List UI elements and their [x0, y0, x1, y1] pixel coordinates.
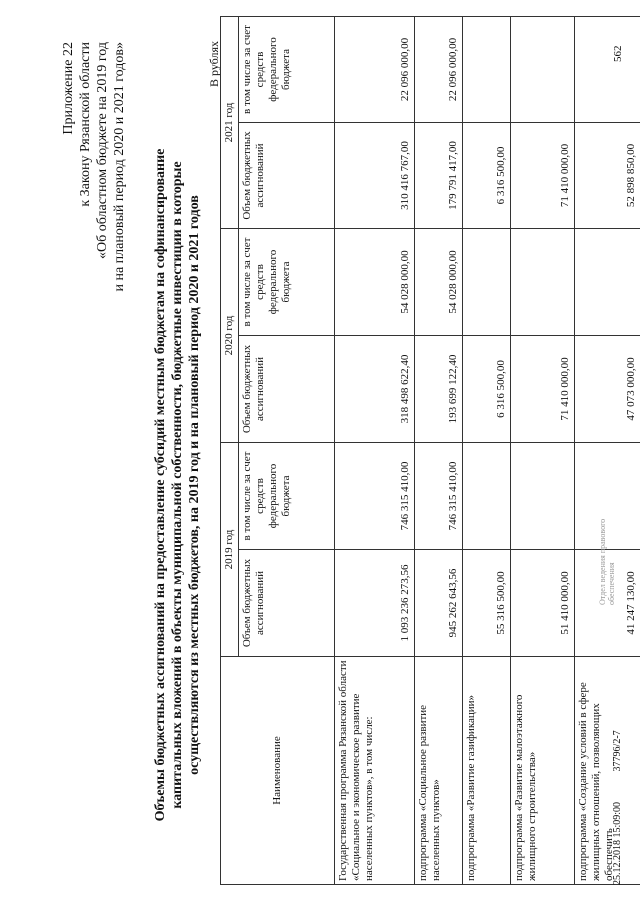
value-2019: 51 410 000,00 — [511, 550, 575, 657]
federal-2020: 54 028 000,00 — [415, 229, 463, 336]
document-title — [152, 105, 203, 865]
federal-2021 — [575, 17, 640, 123]
title-line: капитальных вложений в объекты муниципальной собственности, бюджетные инвестиции в которые — [170, 161, 185, 809]
table-row — [415, 17, 463, 885]
footer-code: 37796/2-7 — [612, 730, 623, 772]
value-2020: 318 498 622,40 — [335, 336, 415, 443]
federal-2020 — [511, 229, 575, 336]
federal-2021 — [511, 17, 575, 123]
value-2020: 6 316 500,00 — [463, 336, 511, 443]
federal-2019: 746 315 410,00 — [415, 443, 463, 550]
appendix-line: «Об областном бюджете на 2019 год — [95, 42, 110, 259]
footer-datetime: 25.12.2018 15:09:00 — [612, 801, 623, 885]
header-volume: Объем бюджетных ассигнований — [239, 123, 335, 229]
appendix-line: Приложение 22 — [61, 42, 76, 135]
value-2019: 55 316 500,00 — [463, 550, 511, 657]
budget-table — [220, 16, 640, 885]
federal-2021: 22 096 000,00 — [335, 17, 415, 123]
page-number: 562 — [612, 45, 624, 62]
header-federal: в том числе за счет средств федерального бюджета — [239, 443, 335, 550]
stamp-line: Отдел ведения правового — [598, 518, 607, 605]
header-federal: в том числе за счет средств федерального бюджета — [239, 229, 335, 336]
row-name: подпрограмма «Развитие малоэтажного жилищного строительства» — [511, 657, 575, 885]
header-year-2020: 2020 год — [221, 229, 239, 443]
stamp-line: обеспечения — [607, 562, 616, 605]
row-name: Государственная программа Рязанской области «Социальное и экономическое развитие населенных пунктов», в том числе: — [335, 657, 415, 885]
federal-2019 — [463, 443, 511, 550]
value-2021: 6 316 500,00 — [463, 123, 511, 229]
row-name: подпрограмма «Создание условий в сфере жилищных отношений, позволяющих обеспечить — [575, 657, 640, 885]
federal-2021: 22 096 000,00 — [415, 17, 463, 123]
header-volume: Объем бюджетных ассигнований — [239, 550, 335, 657]
header-federal: в том числе за счет средств федерального бюджета — [239, 17, 335, 123]
row-name: подпрограмма «Социальное развитие населенных пунктов» — [415, 657, 463, 885]
value-2019: 945 262 643,56 — [415, 550, 463, 657]
header-year-2021: 2021 год — [221, 17, 239, 229]
header-volume: Объем бюджетных ассигнований — [239, 336, 335, 443]
row-name: подпрограмма «Развитие газификации» — [463, 657, 511, 885]
watermark-stamp — [598, 519, 616, 605]
value-2021: 71 410 000,00 — [511, 123, 575, 229]
appendix-line: и на плановый период 2020 и 2021 годов» — [112, 42, 127, 292]
value-2020: 71 410 000,00 — [511, 336, 575, 443]
table-row — [511, 17, 575, 885]
title-line: осуществляются из местных бюджетов, на 2019 год и на плановый период 2020 и 2021 годов — [187, 195, 202, 775]
value-2020: 193 699 122,40 — [415, 336, 463, 443]
header-name: Наименование — [221, 657, 335, 885]
federal-2021 — [463, 17, 511, 123]
federal-2020 — [575, 229, 640, 336]
appendix-line: к Закону Рязанской области — [78, 42, 93, 207]
title-line: Объемы бюджетных ассигнований на предоставление субсидий местным бюджетам на софинансирование — [153, 148, 168, 822]
table-row — [575, 17, 640, 885]
federal-2020 — [463, 229, 511, 336]
header-year-2019: 2019 год — [221, 443, 239, 657]
value-2019: 41 247 130,00 — [575, 550, 640, 657]
appendix-header — [60, 42, 128, 542]
value-2021: 179 791 417,00 — [415, 123, 463, 229]
value-2021: 52 898 850,00 — [575, 123, 640, 229]
value-2020: 47 073 000,00 — [575, 336, 640, 443]
federal-2019 — [511, 443, 575, 550]
header-row-years — [221, 17, 239, 885]
document-footer — [612, 702, 623, 885]
value-2021: 310 416 767,00 — [335, 123, 415, 229]
value-2019: 1 093 236 273,56 — [335, 550, 415, 657]
federal-2019: 746 315 410,00 — [335, 443, 415, 550]
table-row — [463, 17, 511, 885]
federal-2020: 54 028 000,00 — [335, 229, 415, 336]
table-row — [335, 17, 415, 885]
units-label: В рублях — [207, 40, 221, 87]
